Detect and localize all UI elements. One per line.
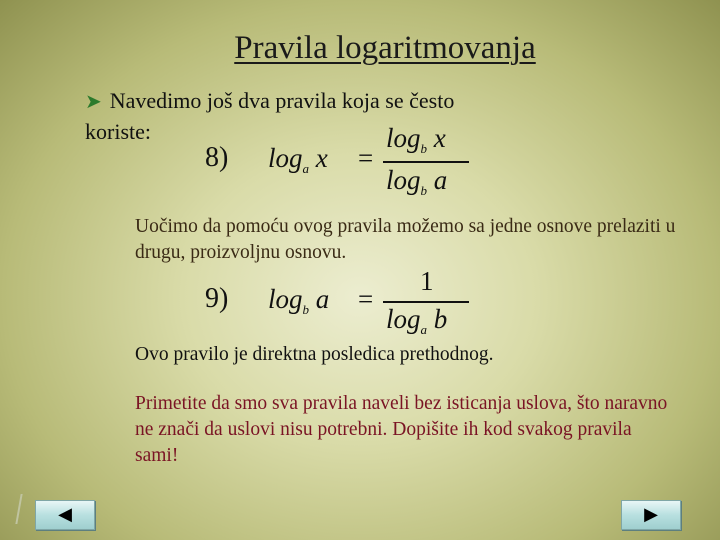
formula-9-fraction-bar bbox=[383, 301, 469, 303]
slide-title: Pravila logaritmovanja bbox=[234, 30, 536, 66]
intro-text bbox=[85, 86, 645, 147]
formula-8-numerator: $\log_b x$ bbox=[386, 123, 446, 156]
previous-slide-button[interactable] bbox=[35, 500, 95, 530]
formula-8-denominator: $\log_b a$ bbox=[386, 165, 448, 198]
paragraph-consequence: Ovo pravilo je direktna posledica prethodnog. bbox=[135, 344, 494, 365]
formula-8-equals: = bbox=[358, 143, 374, 173]
left-triangle-icon: ◀ bbox=[58, 504, 72, 525]
formula-9-numerator: 1 bbox=[420, 266, 434, 296]
decorative-line bbox=[15, 494, 22, 524]
paragraph-base-change: Uočimo da pomoću ovog pravila možemo sa jedne osnove prelaziti u drugu, proizvoljnu osnovu. bbox=[135, 216, 676, 263]
intro-line-1: Navedimo još dva pravila koja se često bbox=[109, 88, 455, 113]
formula-9-equals: = bbox=[358, 284, 374, 314]
formula-9-number: 9) bbox=[205, 283, 229, 314]
next-slide-button[interactable] bbox=[621, 500, 681, 530]
intro-line-2: koriste: bbox=[85, 119, 151, 144]
formula-8-fraction-bar bbox=[383, 161, 469, 163]
formula-8-lhs: $\log_a x$ bbox=[268, 143, 328, 176]
formula-8-number: 8) bbox=[205, 142, 229, 173]
paragraph-note: Primetite da smo sva pravila naveli bez isticanja uslova, što naravno ne znači da uslovi nisu potrebni. Dopišite ih kod svakog pravila sami! bbox=[135, 393, 668, 466]
formula-9-lhs: $\log_b a$ bbox=[268, 284, 330, 317]
right-triangle-icon: ▶ bbox=[644, 504, 658, 525]
arrow-bullet-icon: ➤ bbox=[85, 91, 102, 113]
formula-9-denominator: $\log_a b$ bbox=[386, 304, 448, 337]
